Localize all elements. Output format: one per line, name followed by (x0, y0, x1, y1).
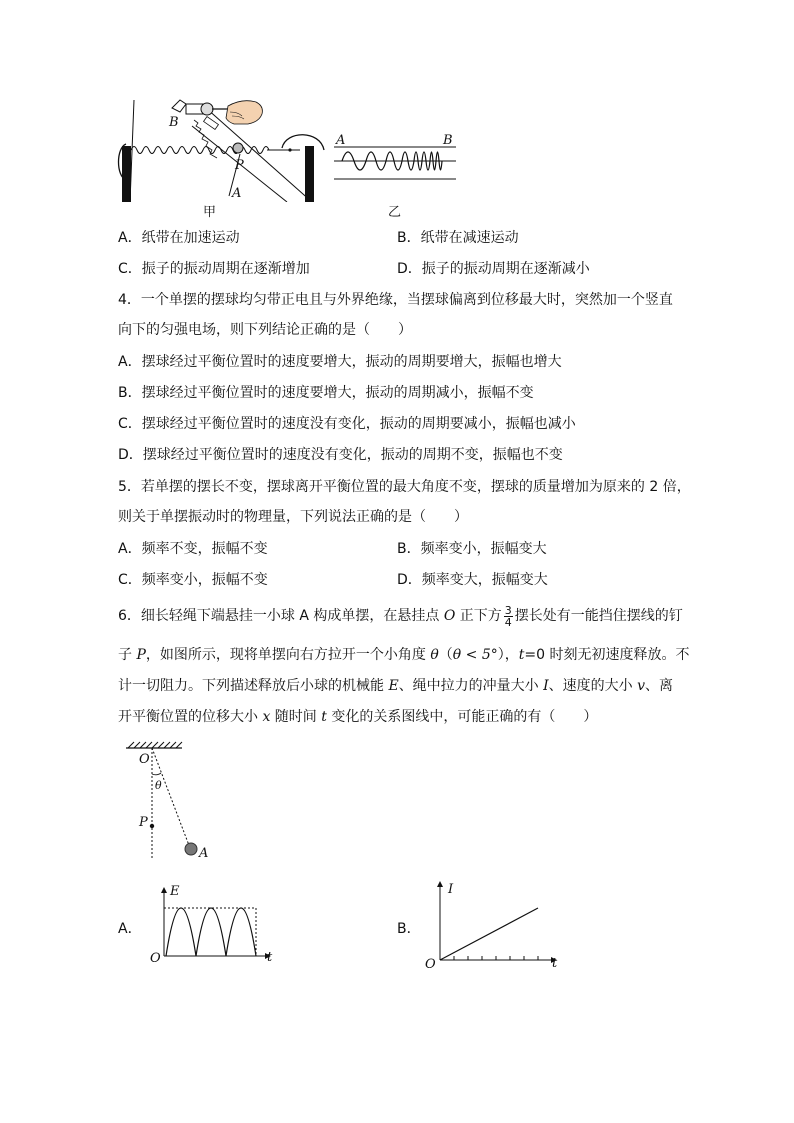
q3-option-c: C．振子的振动周期在逐渐增加 (118, 261, 310, 277)
q5-option-c: C．频率变小，振幅不变 (118, 572, 268, 588)
graph-b-origin: O (425, 957, 436, 972)
graph-b-impulse-time (420, 878, 560, 972)
graph-b-ylabel: I (448, 882, 454, 897)
graph-b-xlabel: t (552, 956, 558, 971)
label-B: B (169, 115, 179, 130)
label-P: P (235, 158, 244, 173)
pendulum-label-theta: θ (155, 779, 162, 792)
q3-option-b: B．纸带在减速运动 (397, 230, 519, 246)
graph-a-origin: O (150, 951, 161, 966)
q5-option-a: A．频率不变，振幅不变 (118, 541, 268, 557)
q4-option-c: C．摆球经过平衡位置时的速度没有变化，振动的周期要减小，振幅也减小 (118, 416, 576, 432)
figure-yi-tape-trace (334, 133, 458, 183)
graph-a-energy-time (144, 884, 276, 970)
figure-jia-caption: 甲 (203, 205, 217, 220)
q5-option-d: D．频率变大，振幅变大 (397, 572, 548, 588)
q5-stem-line2: 则关于单摆振动时的物理量，下列说法正确的是（ ） (118, 509, 468, 525)
q6-stem-line4: 开平衡位置的位移大小 x 随时间 t 变化的关系图线中，可能正确的有（ ） (118, 709, 598, 725)
pendulum-label-P: P (139, 815, 148, 830)
tape-label-A: A (336, 133, 346, 148)
q4-stem-line2: 向下的匀强电场，则下列结论正确的是（ ） (118, 322, 412, 338)
q3-option-a: A．纸带在加速运动 (118, 230, 240, 246)
q6-stem-line2: 子 P，如图所示，现将单摆向右方拉开一个小角度 θ（θ < 5°），t=0 时刻无初速度释放。不 (118, 647, 690, 663)
pendulum-label-A: A (199, 846, 209, 861)
figure-jia-spring-oscillator (112, 96, 328, 202)
q6-stem-line3: 计一切阻力。下列描述释放后小球的机械能 E、绳中拉力的冲量大小 I、速度的大小 v、离 (118, 678, 674, 694)
q4-option-a: A．摆球经过平衡位置时的速度要增大，振动的周期要增大，振幅也增大 (118, 354, 562, 370)
q3-option-d: D．振子的振动周期在逐渐减小 (397, 261, 590, 277)
graph-a-xlabel: t (267, 950, 273, 965)
fraction-three-quarters: $\frac{3}{4}$ (504, 603, 512, 629)
figure-yi-caption: 乙 (388, 205, 402, 220)
label-A: A (232, 186, 242, 201)
q4-option-d: D．摆球经过平衡位置时的速度没有变化，振动的周期不变，振幅也不变 (118, 447, 563, 463)
graph-b-option-label: B． (397, 921, 421, 937)
graph-a-option-label: A． (118, 921, 142, 937)
q6-stem-line1: 6．细长轻绳下端悬挂一小球 A 构成单摆，在悬挂点 O 正下方 $\frac{3}{4}$ 摆长处有一能挡住摆线的钉 (118, 603, 683, 629)
q5-stem-line1: 5．若单摆的摆长不变，摆球离开平衡位置的最大角度不变，摆球的质量增加为原来的 2 倍， (118, 479, 691, 495)
q5-option-b: B．频率变小，振幅变大 (397, 541, 547, 557)
tape-label-B: B (443, 133, 453, 148)
q4-stem-line1: 4．一个单摆的摆球均匀带正电且与外界绝缘，当摆球偏离到位移最大时，突然加一个竖直 (118, 292, 673, 308)
graph-a-ylabel: E (170, 884, 180, 899)
pendulum-label-O: O (139, 752, 150, 767)
q4-option-b: B．摆球经过平衡位置时的速度要增大，振动的周期减小，振幅不变 (118, 385, 534, 401)
